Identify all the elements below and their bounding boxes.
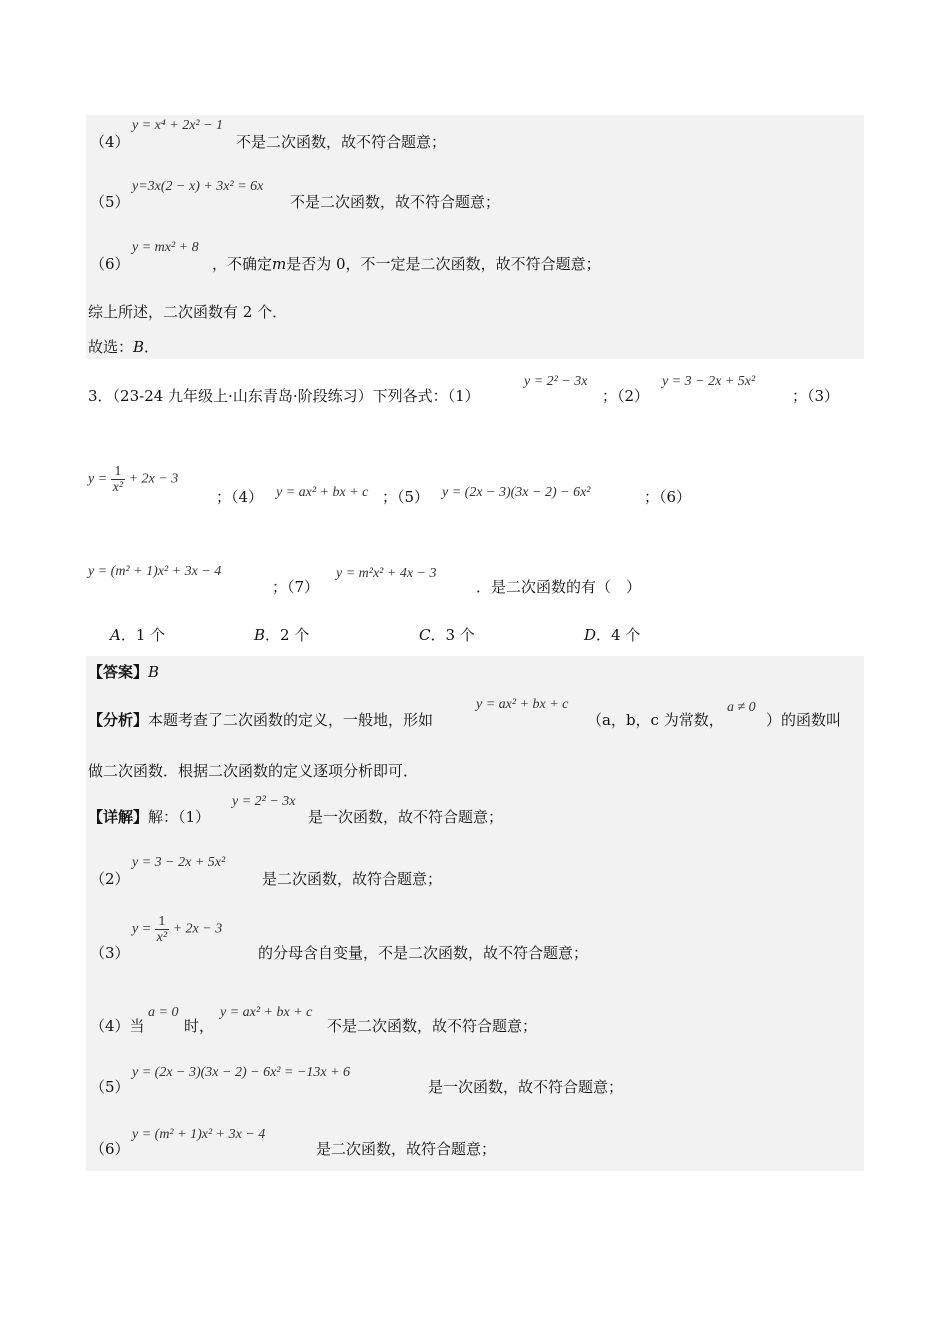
item-5-text: 不是二次函数，故不符合题意； xyxy=(290,193,501,211)
question-sep-6: ；（6） xyxy=(644,488,692,506)
question-formula-5: y = (2x − 3)(3x − 2) − 6x² xyxy=(442,485,591,500)
option-a: A．1 个 xyxy=(110,626,166,644)
question-tail: ．是二次函数的有（ ） xyxy=(476,578,642,596)
item-5-formula: y=3x(2 − x) + 3x² = 6x xyxy=(132,179,264,194)
choice-text: 故选：B． xyxy=(88,338,160,356)
item-5-number: （5） xyxy=(90,193,130,211)
detail-4-mid: 时， xyxy=(184,1017,215,1035)
solution-block-top xyxy=(86,115,864,359)
summary-text: 综上所述，二次函数有 2 个． xyxy=(88,303,288,321)
detail-6-formula: y = (m² + 1)x² + 3x − 4 xyxy=(132,1127,266,1142)
question-formula-4: y = ax² + bx + c xyxy=(276,485,369,500)
question-sep-3: ；（3） xyxy=(792,387,840,405)
question-formula-6: y = (m² + 1)x² + 3x − 4 xyxy=(88,564,222,579)
detail-2-formula: y = 3 − 2x + 5x² xyxy=(132,855,226,870)
answer-line: 【答案】B xyxy=(88,663,160,681)
detail-4-condition: a = 0 xyxy=(148,1005,179,1020)
option-d: D．4 个 xyxy=(584,626,641,644)
item-6-formula: y = mx² + 8 xyxy=(132,240,199,255)
detail-3-formula: y = $\frac{1}{\text{x²}}$ + 2x − 3 xyxy=(132,914,223,945)
detail-6-text: 是二次函数，故符合题意； xyxy=(316,1140,497,1158)
analysis-condition: a ≠ 0 xyxy=(727,700,756,715)
detail-1-pre: 【详解】解：（1） xyxy=(88,808,211,826)
question-formula-1: y = 2² − 3x xyxy=(524,374,588,389)
detail-2-number: （2） xyxy=(90,870,130,888)
question-formula-3: y = $\frac{1}{\text{x²}}$ + 2x − 3 xyxy=(88,464,179,495)
detail-1-formula: y = 2² − 3x xyxy=(232,794,296,809)
item-4-text: 不是二次函数，故不符合题意； xyxy=(236,133,447,151)
analysis-line-2: 做二次函数．根据二次函数的定义逐项分析即可． xyxy=(88,762,419,780)
question-sep-4: ；（4） xyxy=(216,488,264,506)
detail-4-formula: y = ax² + bx + c xyxy=(220,1005,313,1020)
detail-3-number: （3） xyxy=(90,944,130,962)
analysis-line-1c: ）的函数叫 xyxy=(766,711,842,729)
item-4-formula: y = x⁴ + 2x² − 1 xyxy=(132,118,224,133)
item-4-number: （4） xyxy=(90,133,130,151)
question-intro: 3．（23-24 九年级上·山东青岛·阶段练习）下列各式：（1） xyxy=(88,387,480,405)
detail-5-number: （5） xyxy=(90,1078,130,1096)
item-6-text: ，不确定m是否为 0，不一定是二次函数，故不符合题意； xyxy=(212,255,601,273)
analysis-line-1a: 【分析】本题考查了二次函数的定义，一般地，形如 xyxy=(88,711,434,729)
item-6-number: （6） xyxy=(90,255,130,273)
detail-3-text: 的分母含自变量，不是二次函数，故不符合题意； xyxy=(258,944,589,962)
detail-2-text: 是二次函数，故符合题意； xyxy=(262,870,443,888)
question-formula-7: y = m²x² + 4x − 3 xyxy=(336,566,437,581)
detail-5-text: 是一次函数，故不符合题意； xyxy=(428,1078,624,1096)
option-c: C．3 个 xyxy=(419,626,475,644)
detail-4-number: （4）当 xyxy=(90,1017,145,1035)
question-sep-2: ；（2） xyxy=(602,387,650,405)
analysis-line-1b: （a，b，c 为常数， xyxy=(587,711,724,729)
question-formula-2: y = 3 − 2x + 5x² xyxy=(662,374,756,389)
detail-5-formula: y = (2x − 3)(3x − 2) − 6x² = −13x + 6 xyxy=(132,1065,351,1080)
question-sep-5: ；（5） xyxy=(382,488,430,506)
option-b: B．2 个 xyxy=(254,626,310,644)
detail-4-text: 不是二次函数，故不符合题意； xyxy=(327,1017,538,1035)
detail-1-text: 是一次函数，故不符合题意； xyxy=(308,808,504,826)
detail-6-number: （6） xyxy=(90,1140,130,1158)
analysis-formula: y = ax² + bx + c xyxy=(476,697,569,712)
question-sep-7: ；（7） xyxy=(272,578,320,596)
